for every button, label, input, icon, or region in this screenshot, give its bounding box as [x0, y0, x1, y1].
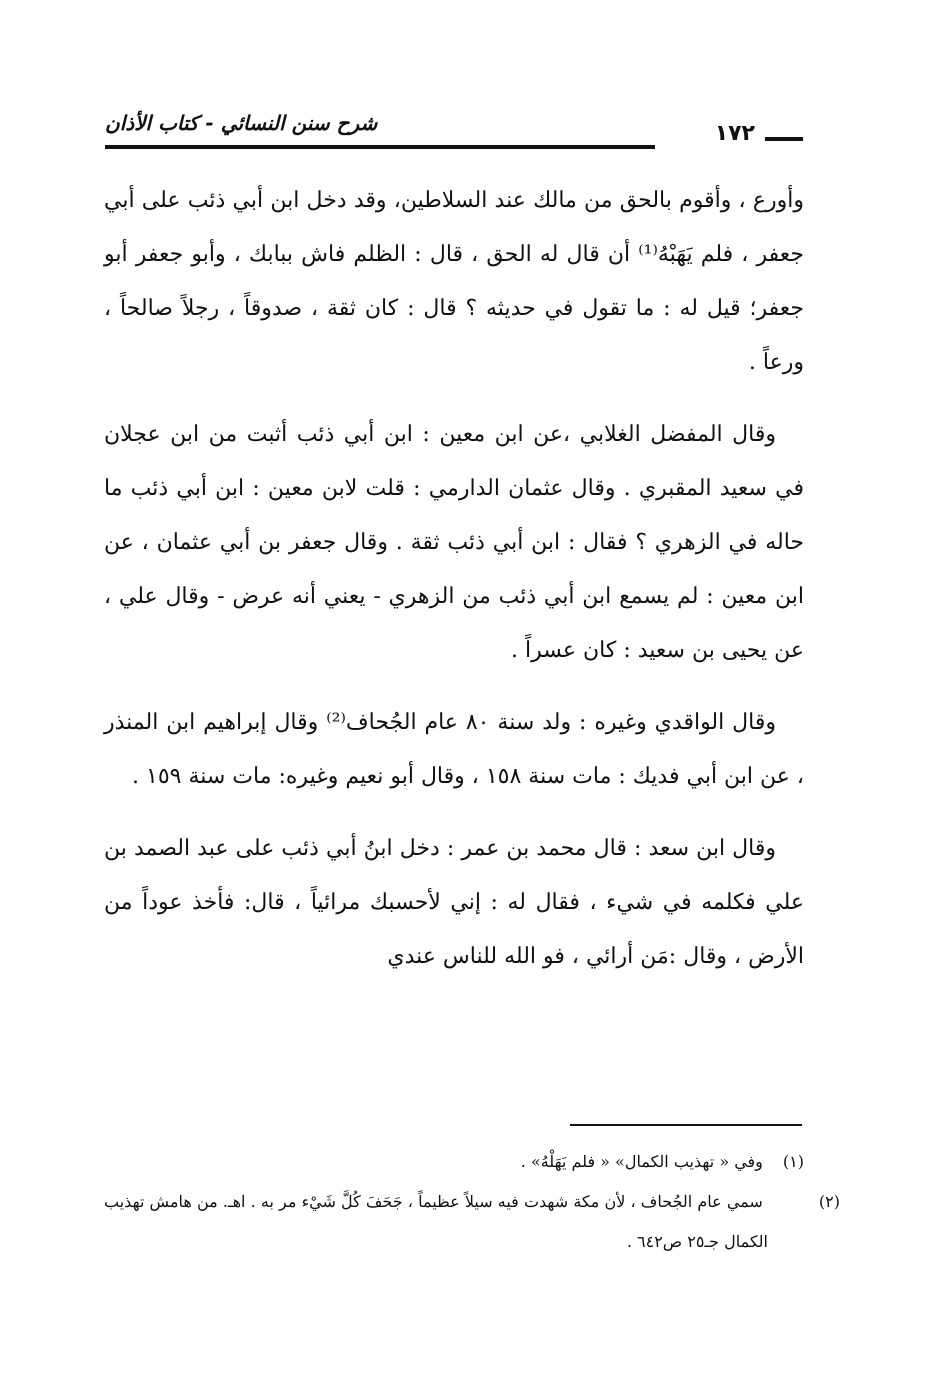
footnote-rule — [570, 1124, 802, 1126]
footnote-1-label: (١) — [782, 1152, 804, 1171]
running-header — [105, 110, 803, 144]
running-header-title: شرح سنن النسائي - كتاب الأذان — [105, 111, 378, 135]
footnote-2-text: سمي عام الجُحاف ، لأن مكة شهدت فيه سيلاً عظيماً ، جَحَفَ كُلَّ شَيْء مر به . اهـ. من هامش تهذيب الكمال جـ٢٥ ص٦٤٢ . — [104, 1192, 768, 1251]
paragraph-4: وقال ابن سعد : قال محمد بن عمر : دخل ابنُ أبي ذئب على عبد الصمد بن علي فكلمه في شيء ، فقال له : إني لأحسبك مرائياً ، قال: فأخذ عوداً من الأرض ، وقال :مَن أرائي ، فو الله للناس عندي — [104, 836, 804, 969]
page-number-dash — [765, 137, 803, 141]
paragraph-1: وأورع ، وأقوم بالحق من مالك عند السلاطين، وقد دخل ابن أبي ذئب على أبي جعفر ، فلم يَهَبْهُ⁽¹⁾ أن قال له الحق ، قال : الظلم فاش ببابك ، وأبو جعفر أبو جعفر؛ قيل له : ما تقول في حديثه ؟ قال : كان ثقة ، صدوقاً ، رجلاً صالحاً ، ورعاً . — [104, 188, 804, 375]
paragraph-3: وقال الواقدي وغيره : ولد سنة ٨٠ عام الجُحاف⁽²⁾ وقال إبراهيم ابن المنذر ، عن ابن أبي فديك : مات سنة ١٥٨ ، وقال أبو نعيم وغيره: مات سنة ١٥٩ . — [104, 710, 804, 789]
page-number: ١٧٢ — [714, 121, 755, 146]
footnote-1-text: وفي « تهذيب الكمال» « فلم يَهَلْهُ» . — [520, 1152, 763, 1171]
paragraph-2: وقال المفضل الغلابي ،عن ابن معين : ابن أبي ذئب أثبت من ابن عجلان في سعيد المقبري . وقال عثمان الدارمي : قلت لابن معين : ابن أبي ذئب ما حاله في الزهري ؟ فقال : ابن أبي ذئب ثقة . وقال جعفر بن أبي عثمان ، عن ابن معين : لم يسمع ابن أبي ذئب من الزهري - يعني أنه عرض - وقال علي ، عن يحيى بن سعيد : كان عسراً . — [104, 422, 804, 663]
main-text — [104, 174, 804, 1002]
footnote-1 — [104, 1142, 804, 1182]
header-rule — [105, 145, 655, 149]
footnote-2-label: (٢) — [818, 1192, 840, 1211]
footnote-2 — [104, 1182, 840, 1262]
footnotes — [104, 1142, 840, 1262]
